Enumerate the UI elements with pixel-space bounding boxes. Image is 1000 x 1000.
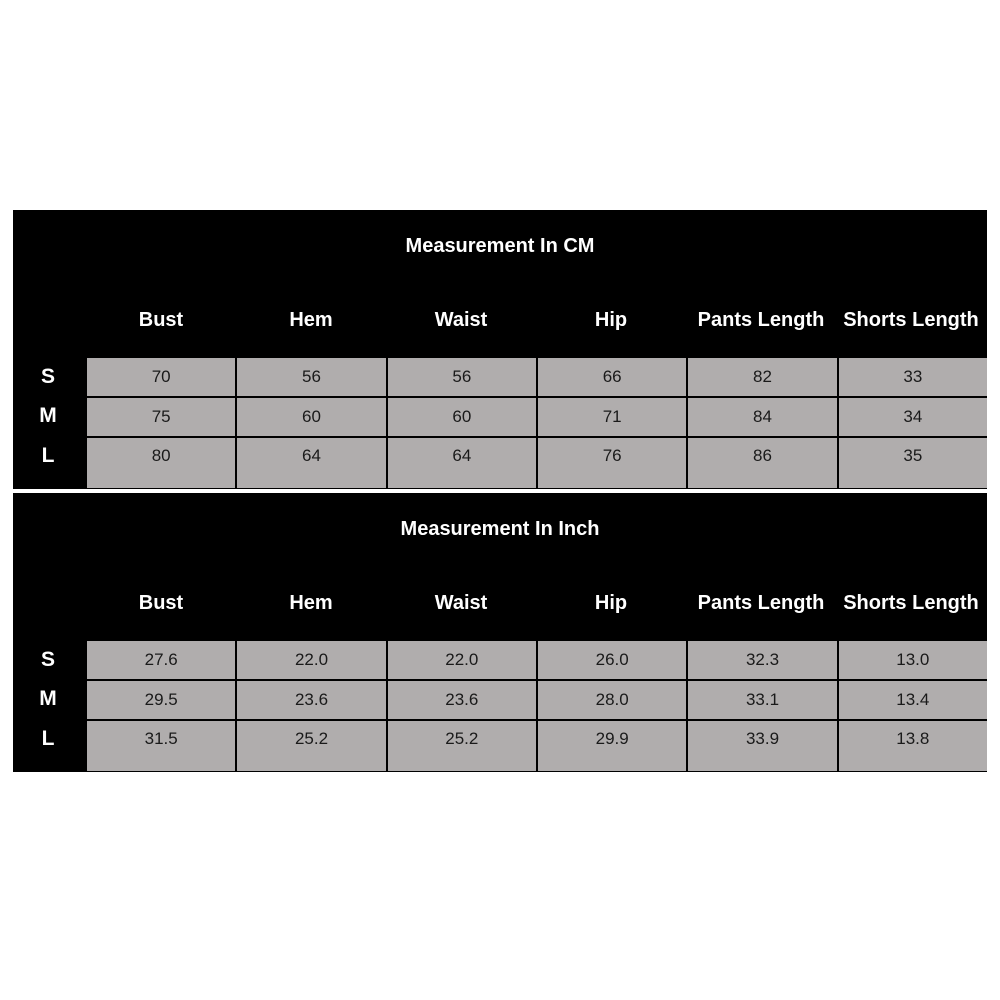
table-cell: 13.8 [839, 721, 987, 771]
table-cell: 13.4 [839, 681, 987, 719]
column-header-hip: Hip [594, 592, 628, 614]
row-label-l: L [41, 444, 55, 467]
column-header-pants-length: Pants Length [697, 309, 825, 331]
table-cell: 33.9 [688, 721, 836, 771]
column-header-waist: Waist [434, 309, 488, 331]
measurement-grid [86, 357, 987, 488]
table-cell: 35 [839, 438, 987, 488]
table-cell: 82 [688, 358, 836, 396]
table-cell: 27.6 [87, 641, 235, 679]
table-cell: 33.1 [688, 681, 836, 719]
table-cell: 64 [237, 438, 385, 488]
table-cell: 60 [388, 398, 536, 436]
table-cell: 86 [688, 438, 836, 488]
table-cell: 33 [839, 358, 987, 396]
table-cell: 25.2 [237, 721, 385, 771]
table-cell: 70 [87, 358, 235, 396]
table-title: Measurement In Inch [400, 518, 600, 540]
table-cell: 76 [538, 438, 686, 488]
column-header-hem: Hem [289, 592, 333, 614]
row-label-s: S [40, 365, 55, 388]
table-cell: 25.2 [388, 721, 536, 771]
column-header-hip: Hip [594, 309, 628, 331]
table-cell: 64 [388, 438, 536, 488]
table-cell: 84 [688, 398, 836, 436]
table-cell: 23.6 [237, 681, 385, 719]
table-cell: 71 [538, 398, 686, 436]
table-title: Measurement In CM [405, 235, 595, 257]
table-cell: 22.0 [388, 641, 536, 679]
table-cell: 26.0 [538, 641, 686, 679]
table-cell: 29.5 [87, 681, 235, 719]
table-cell: 28.0 [538, 681, 686, 719]
row-label-s: S [40, 648, 55, 671]
measurement-grid [86, 640, 987, 771]
table-cell: 34 [839, 398, 987, 436]
column-header-bust: Bust [138, 309, 184, 331]
table-cell: 32.3 [688, 641, 836, 679]
column-header-shorts-length: Shorts Length [843, 309, 979, 331]
column-header-waist: Waist [434, 592, 488, 614]
row-label-l: L [41, 727, 55, 750]
column-header-hem: Hem [289, 309, 333, 331]
table-cell: 56 [237, 358, 385, 396]
table-cell: 66 [538, 358, 686, 396]
table-cell: 22.0 [237, 641, 385, 679]
column-header-pants-length: Pants Length [697, 592, 825, 614]
column-header-bust: Bust [138, 592, 184, 614]
table-cell: 60 [237, 398, 385, 436]
table-cell: 13.0 [839, 641, 987, 679]
size-chart-cm [13, 210, 987, 489]
row-label-m: M [39, 687, 57, 710]
table-cell: 31.5 [87, 721, 235, 771]
table-cell: 56 [388, 358, 536, 396]
table-cell: 29.9 [538, 721, 686, 771]
table-cell: 75 [87, 398, 235, 436]
row-label-m: M [39, 404, 57, 427]
size-chart-inch [13, 493, 987, 772]
column-header-shorts-length: Shorts Length [843, 592, 979, 614]
table-cell: 23.6 [388, 681, 536, 719]
table-cell: 80 [87, 438, 235, 488]
